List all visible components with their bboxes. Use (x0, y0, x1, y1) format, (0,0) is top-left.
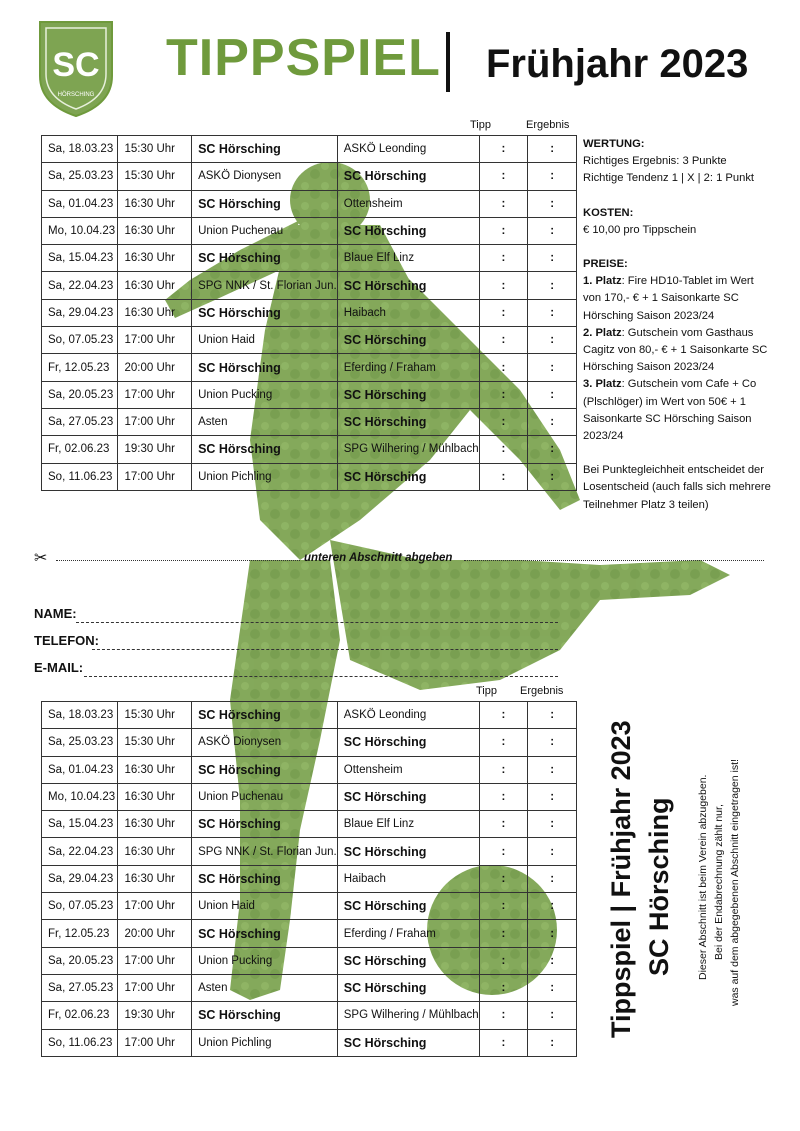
logo-text: HÖRSCHING (57, 92, 95, 98)
match-time: 17:00 Uhr (118, 947, 192, 974)
match-date: Fr, 12.05.23 (42, 920, 118, 947)
ergebnis-cell[interactable]: : (528, 354, 577, 381)
table-row (42, 136, 577, 163)
tipp-cell[interactable]: : (479, 408, 528, 435)
table-row (42, 272, 577, 299)
away-team: Blaue Elf Linz (337, 245, 479, 272)
email-label: E-MAIL: (34, 660, 84, 675)
away-team: Ottensheim (337, 756, 479, 783)
table-row (42, 190, 577, 217)
season-title: Frühjahr 2023 (486, 42, 749, 86)
match-time: 16:30 Uhr (118, 865, 192, 892)
prize-1 (583, 273, 773, 325)
table-row (42, 299, 577, 326)
tipp-cell[interactable]: : (479, 838, 528, 865)
table-row (42, 756, 577, 783)
match-time: 20:00 Uhr (118, 920, 192, 947)
tipp-cell[interactable]: : (479, 327, 528, 354)
match-time: 17:00 Uhr (118, 463, 192, 490)
prize-2 (583, 325, 773, 377)
away-team: Eferding / Fraham (337, 354, 479, 381)
home-team: Union Haid (192, 327, 338, 354)
ergebnis-cell[interactable]: : (528, 893, 577, 920)
away-team: SC Hörsching (337, 327, 479, 354)
home-team: SC Hörsching (192, 1002, 338, 1029)
table-row (42, 217, 577, 244)
match-date: Sa, 15.04.23 (42, 245, 118, 272)
away-team: Blaue Elf Linz (337, 811, 479, 838)
col-header-tipp-bottom: Tipp (476, 685, 497, 697)
ergebnis-cell[interactable]: : (528, 1029, 577, 1056)
match-date: Sa, 20.05.23 (42, 947, 118, 974)
tipp-cell[interactable]: : (479, 893, 528, 920)
match-time: 15:30 Uhr (118, 729, 192, 756)
tipp-cell[interactable]: : (479, 811, 528, 838)
ergebnis-cell[interactable]: : (528, 729, 577, 756)
home-team: SC Hörsching (192, 299, 338, 326)
match-date: Sa, 15.04.23 (42, 811, 118, 838)
ergebnis-cell[interactable]: : (528, 783, 577, 810)
tipp-cell[interactable]: : (479, 436, 528, 463)
match-date: Fr, 02.06.23 (42, 1002, 118, 1029)
home-team: SC Hörsching (192, 136, 338, 163)
home-team: SPG NNK / St. Florian Jun. (192, 272, 338, 299)
match-time: 16:30 Uhr (118, 217, 192, 244)
prize-1-label: 1. Platz (583, 275, 622, 288)
home-team: Union Pichling (192, 463, 338, 490)
home-team: SC Hörsching (192, 436, 338, 463)
ergebnis-cell[interactable]: : (528, 136, 577, 163)
rotated-note-2: Bei der Endabrechnung zählt nur, (713, 804, 725, 960)
away-team: SC Hörsching (337, 893, 479, 920)
email-field[interactable] (84, 676, 558, 677)
home-team: SPG NNK / St. Florian Jun. (192, 838, 338, 865)
match-time: 16:30 Uhr (118, 190, 192, 217)
prize-3-label: 3. Platz (583, 378, 622, 391)
ergebnis-cell[interactable]: : (528, 217, 577, 244)
match-time: 16:30 Uhr (118, 783, 192, 810)
match-date: Fr, 02.06.23 (42, 436, 118, 463)
match-date: Sa, 01.04.23 (42, 756, 118, 783)
home-team: Asten (192, 974, 338, 1001)
prize-3-text: : Gutschein vom Cafe + Co (Plschlöger) im Wert von 50€ + 1 Saisonkarte SC Hörsching Saison 2023/24 (583, 378, 757, 443)
ergebnis-cell[interactable]: : (528, 811, 577, 838)
ergebnis-cell[interactable]: : (528, 1002, 577, 1029)
match-time: 16:30 Uhr (118, 272, 192, 299)
ergebnis-cell[interactable]: : (528, 163, 577, 190)
tipp-cell[interactable]: : (479, 299, 528, 326)
table-row (42, 702, 577, 729)
table-row (42, 838, 577, 865)
match-date: So, 11.06.23 (42, 463, 118, 490)
table-row (42, 354, 577, 381)
home-team: SC Hörsching (192, 190, 338, 217)
cut-line-right (464, 560, 764, 561)
ergebnis-cell[interactable]: : (528, 702, 577, 729)
home-team: ASKÖ Dionysen (192, 163, 338, 190)
match-time: 17:00 Uhr (118, 974, 192, 1001)
page-title: TIPPSPIEL (166, 29, 441, 87)
table-row (42, 865, 577, 892)
tipp-cell[interactable]: : (479, 354, 528, 381)
cut-instruction: unteren Abschnitt abgeben (304, 552, 453, 564)
ergebnis-cell[interactable]: : (528, 838, 577, 865)
home-team: Asten (192, 408, 338, 435)
match-time: 17:00 Uhr (118, 408, 192, 435)
match-date: Mo, 10.04.23 (42, 783, 118, 810)
tipp-cell[interactable]: : (479, 947, 528, 974)
match-time: 17:00 Uhr (118, 1029, 192, 1056)
rotated-title (596, 720, 676, 1040)
ergebnis-cell[interactable]: : (528, 865, 577, 892)
ergebnis-cell[interactable]: : (528, 408, 577, 435)
table-row (42, 974, 577, 1001)
cut-line-left (56, 560, 300, 561)
away-team: SC Hörsching (337, 838, 479, 865)
table-row (42, 1029, 577, 1056)
home-team: Union Puchenau (192, 217, 338, 244)
prize-1-text: : Fire HD10-Tablet im Wert von 170,- € + 1 Saisonkarte SC Hörsching Saison 2023/24 (583, 275, 754, 322)
match-date: Mo, 10.04.23 (42, 217, 118, 244)
match-time: 17:00 Uhr (118, 381, 192, 408)
prize-2-text: : Gutschein vom Gasthaus Cagitz von 80,- € + 1 Saisonkarte SC Hörsching Saison 2023/24 (583, 326, 768, 374)
home-team: ASKÖ Dionysen (192, 729, 338, 756)
ergebnis-cell[interactable]: : (528, 272, 577, 299)
match-date: Fr, 12.05.23 (42, 354, 118, 381)
tipp-cell[interactable]: : (479, 217, 528, 244)
ergebnis-cell[interactable]: : (528, 190, 577, 217)
scissors-icon: ✂ (34, 550, 48, 567)
tipp-cell[interactable]: : (479, 190, 528, 217)
games-table-top (41, 135, 577, 491)
ergebnis-cell[interactable]: : (528, 974, 577, 1001)
preise-heading: PREISE: (583, 258, 628, 271)
match-time: 20:00 Uhr (118, 354, 192, 381)
table-row (42, 327, 577, 354)
away-team: SC Hörsching (337, 729, 479, 756)
table-row (42, 1002, 577, 1029)
away-team: SC Hörsching (337, 163, 479, 190)
table-row (42, 893, 577, 920)
away-team: ASKÖ Leonding (337, 702, 479, 729)
ergebnis-cell[interactable]: : (528, 947, 577, 974)
ergebnis-cell[interactable]: : (528, 436, 577, 463)
match-date: So, 07.05.23 (42, 327, 118, 354)
ergebnis-cell[interactable]: : (528, 327, 577, 354)
tipp-cell[interactable]: : (479, 974, 528, 1001)
home-team: SC Hörsching (192, 702, 338, 729)
tipp-cell[interactable]: : (479, 702, 528, 729)
match-time: 16:30 Uhr (118, 811, 192, 838)
ergebnis-cell[interactable]: : (528, 756, 577, 783)
match-date: Sa, 27.05.23 (42, 408, 118, 435)
match-time: 19:30 Uhr (118, 1002, 192, 1029)
rotated-title-line-1: Tippspiel | Frühjahr 2023 (606, 720, 636, 1038)
match-date: Sa, 18.03.23 (42, 136, 118, 163)
home-team: Union Puchenau (192, 783, 338, 810)
tipp-cell[interactable]: : (479, 136, 528, 163)
away-team: ASKÖ Leonding (337, 136, 479, 163)
match-date: Sa, 25.03.23 (42, 163, 118, 190)
match-time: 16:30 Uhr (118, 299, 192, 326)
kosten-heading: KOSTEN: (583, 206, 634, 219)
col-header-ergebnis: Ergebnis (526, 119, 570, 131)
ergebnis-cell[interactable]: : (528, 381, 577, 408)
away-team: SC Hörsching (337, 1029, 479, 1056)
match-date: Sa, 22.04.23 (42, 272, 118, 299)
match-date: Sa, 29.04.23 (42, 299, 118, 326)
tipp-cell[interactable]: : (479, 463, 528, 490)
telefon-field[interactable] (92, 649, 558, 650)
telefon-label: TELEFON: (34, 633, 99, 648)
tipp-cell[interactable]: : (479, 920, 528, 947)
rotated-note (692, 740, 762, 1010)
match-date: Sa, 25.03.23 (42, 729, 118, 756)
rotated-note-1: Dieser Abschnitt ist beim Verein abzugeben. (697, 774, 709, 980)
away-team: SPG Wilhering / Mühlbach (337, 436, 479, 463)
home-team: SC Hörsching (192, 865, 338, 892)
table-row (42, 245, 577, 272)
tipp-cell[interactable]: : (479, 783, 528, 810)
kosten-line: € 10,00 pro Tippschein (583, 223, 697, 236)
match-time: 16:30 Uhr (118, 838, 192, 865)
away-team: SPG Wilhering / Mühlbach (337, 1002, 479, 1029)
home-team: SC Hörsching (192, 245, 338, 272)
away-team: SC Hörsching (337, 783, 479, 810)
match-time: 19:30 Uhr (118, 436, 192, 463)
home-team: SC Hörsching (192, 756, 338, 783)
tipp-cell[interactable]: : (479, 1002, 528, 1029)
match-time: 16:30 Uhr (118, 245, 192, 272)
away-team: Haibach (337, 299, 479, 326)
tipp-cell[interactable]: : (479, 245, 528, 272)
title-separator (446, 32, 450, 92)
prize-2-label: 2. Platz (583, 326, 622, 339)
match-time: 17:00 Uhr (118, 327, 192, 354)
match-date: Sa, 22.04.23 (42, 838, 118, 865)
home-team: Union Pucking (192, 381, 338, 408)
match-time: 17:00 Uhr (118, 893, 192, 920)
away-team: Eferding / Fraham (337, 920, 479, 947)
table-row (42, 947, 577, 974)
tipp-cell[interactable]: : (479, 729, 528, 756)
wertung-line-2: Richtige Tendenz 1 | X | 2: 1 Punkt (583, 172, 755, 185)
table-row (42, 381, 577, 408)
wertung-heading: WERTUNG: (583, 138, 645, 150)
match-date: Sa, 20.05.23 (42, 381, 118, 408)
info-panel (583, 136, 773, 514)
col-header-ergebnis-bottom: Ergebnis (520, 685, 564, 697)
games-table-bottom (41, 701, 577, 1057)
home-team: Union Pichling (192, 1029, 338, 1056)
wertung-line-1: Richtiges Ergebnis: 3 Punkte (583, 155, 727, 168)
home-team: SC Hörsching (192, 354, 338, 381)
table-row (42, 408, 577, 435)
table-row (42, 463, 577, 490)
match-time: 15:30 Uhr (118, 136, 192, 163)
home-team: Union Haid (192, 893, 338, 920)
away-team: SC Hörsching (337, 217, 479, 244)
away-team: SC Hörsching (337, 408, 479, 435)
ergebnis-cell[interactable]: : (528, 245, 577, 272)
rotated-note-3: was auf dem abgegebenen Abschnitt eingetragen ist! (729, 759, 741, 1006)
home-team: Union Pucking (192, 947, 338, 974)
name-label: NAME: (34, 606, 77, 621)
tipp-cell[interactable]: : (479, 756, 528, 783)
tie-rule: Bei Punktegleichheit entscheidet der Losentscheid (auch falls sich mehrere Teilnehmer Platz 3 teilen) (583, 464, 771, 511)
tipp-cell[interactable]: : (479, 163, 528, 190)
table-row (42, 783, 577, 810)
match-time: 15:30 Uhr (118, 163, 192, 190)
table-row (42, 920, 577, 947)
away-team: SC Hörsching (337, 974, 479, 1001)
match-date: So, 07.05.23 (42, 893, 118, 920)
tipp-cell[interactable]: : (479, 272, 528, 299)
logo-letters: SC (52, 46, 100, 84)
rotated-title-line-2: SC Hörsching (644, 797, 674, 976)
table-row (42, 729, 577, 756)
prize-3 (583, 376, 773, 445)
home-team: SC Hörsching (192, 920, 338, 947)
ergebnis-cell[interactable]: : (528, 299, 577, 326)
match-date: So, 11.06.23 (42, 1029, 118, 1056)
table-row (42, 163, 577, 190)
match-date: Sa, 27.05.23 (42, 974, 118, 1001)
table-row (42, 436, 577, 463)
tipp-cell[interactable]: : (479, 381, 528, 408)
ergebnis-cell[interactable]: : (528, 920, 577, 947)
match-time: 16:30 Uhr (118, 756, 192, 783)
away-team: SC Hörsching (337, 463, 479, 490)
col-header-tipp: Tipp (470, 119, 491, 131)
table-row (42, 811, 577, 838)
match-date: Sa, 18.03.23 (42, 702, 118, 729)
match-time: 15:30 Uhr (118, 702, 192, 729)
home-team: SC Hörsching (192, 811, 338, 838)
match-date: Sa, 29.04.23 (42, 865, 118, 892)
match-date: Sa, 01.04.23 (42, 190, 118, 217)
away-team: Ottensheim (337, 190, 479, 217)
club-logo (36, 18, 116, 118)
name-field[interactable] (76, 622, 558, 623)
tipp-cell[interactable]: : (479, 1029, 528, 1056)
away-team: SC Hörsching (337, 947, 479, 974)
away-team: SC Hörsching (337, 381, 479, 408)
tipp-cell[interactable]: : (479, 865, 528, 892)
away-team: Haibach (337, 865, 479, 892)
ergebnis-cell[interactable]: : (528, 463, 577, 490)
away-team: SC Hörsching (337, 272, 479, 299)
